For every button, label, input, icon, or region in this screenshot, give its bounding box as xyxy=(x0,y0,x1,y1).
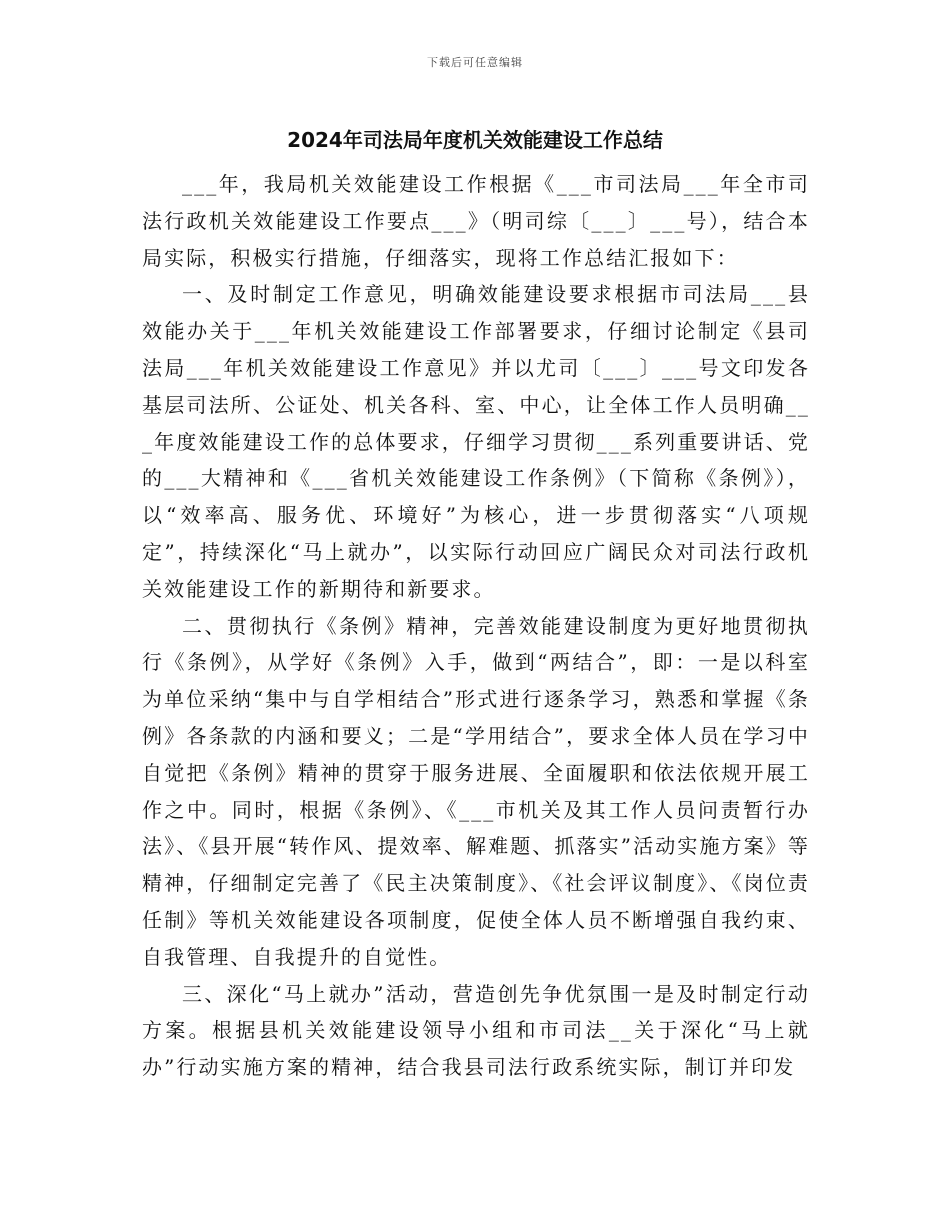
paragraph-section-2: 二、贯彻执行《条例》精神，完善效能建设制度为更好地贯彻执行《条例》，从学好《条例》入手，做到“两结合”，即：一是以科室为单位采纳“集中与自学相结合”形式进行逐条学习，熟悉和掌握《条例》各条款的内涵和要义；二是“学用结合”，要求全体人员在学习中自觉把《条例》精神的贯穿于服务进展、全面履职和依法依规开展工作之中。同时，根据《条例》、《___市机关及其工作人员问责暂行办法》、《县开展“转作风、提效率、解难题、抓落实”活动实施方案》等精神，仔细制定完善了《民主决策制度》、《社会评议制度》、《岗位责任制》等机关效能建设各项制度，促使全体人员不断增强自我约束、自我管理、自我提升的自觉性。 xyxy=(142,613,810,969)
paragraph-intro: ___年，我局机关效能建设工作根据《___市司法局___年全市司法行政机关效能建设工作要点___》（明司综〔___〕___号），结合本局实际，积极实行措施，仔细落实，现将工作总结汇报如下： xyxy=(142,172,810,270)
document-body xyxy=(142,166,810,1086)
header-note: 下载后可任意编辑 xyxy=(427,56,523,69)
paragraph-section-1: 一、及时制定工作意见，明确效能建设要求根据市司法局___县效能办关于___年机关效能建设工作部署要求，仔细讨论制定《县司法局___年机关效能建设工作意见》并以尤司〔___〕___号文印发各基层司法所、公证处、机关各科、室、中心，让全体工作人员明确___年度效能建设工作的总体要求，仔细学习贯彻___系列重要讲话、党的___大精神和《___省机关效能建设工作条例》（下简称《条例》），以“效率高、服务优、环境好”为核心，进一步贯彻落实“八项规定”，持续深化“马上就办”，以实际行动回应广阔民众对司法行政机关效能建设工作的新期待和新要求。 xyxy=(142,282,810,601)
document-title: 2024年司法局年度机关效能建设工作总结 xyxy=(287,128,663,152)
paragraph-section-3: 三、深化“马上就办”活动，营造创先争优氛围一是及时制定行动方案。根据县机关效能建设领导小组和市司法__关于深化“马上就办”行动实施方案的精神，结合我县司法行政系统实际，制订并印发 xyxy=(142,981,810,1080)
